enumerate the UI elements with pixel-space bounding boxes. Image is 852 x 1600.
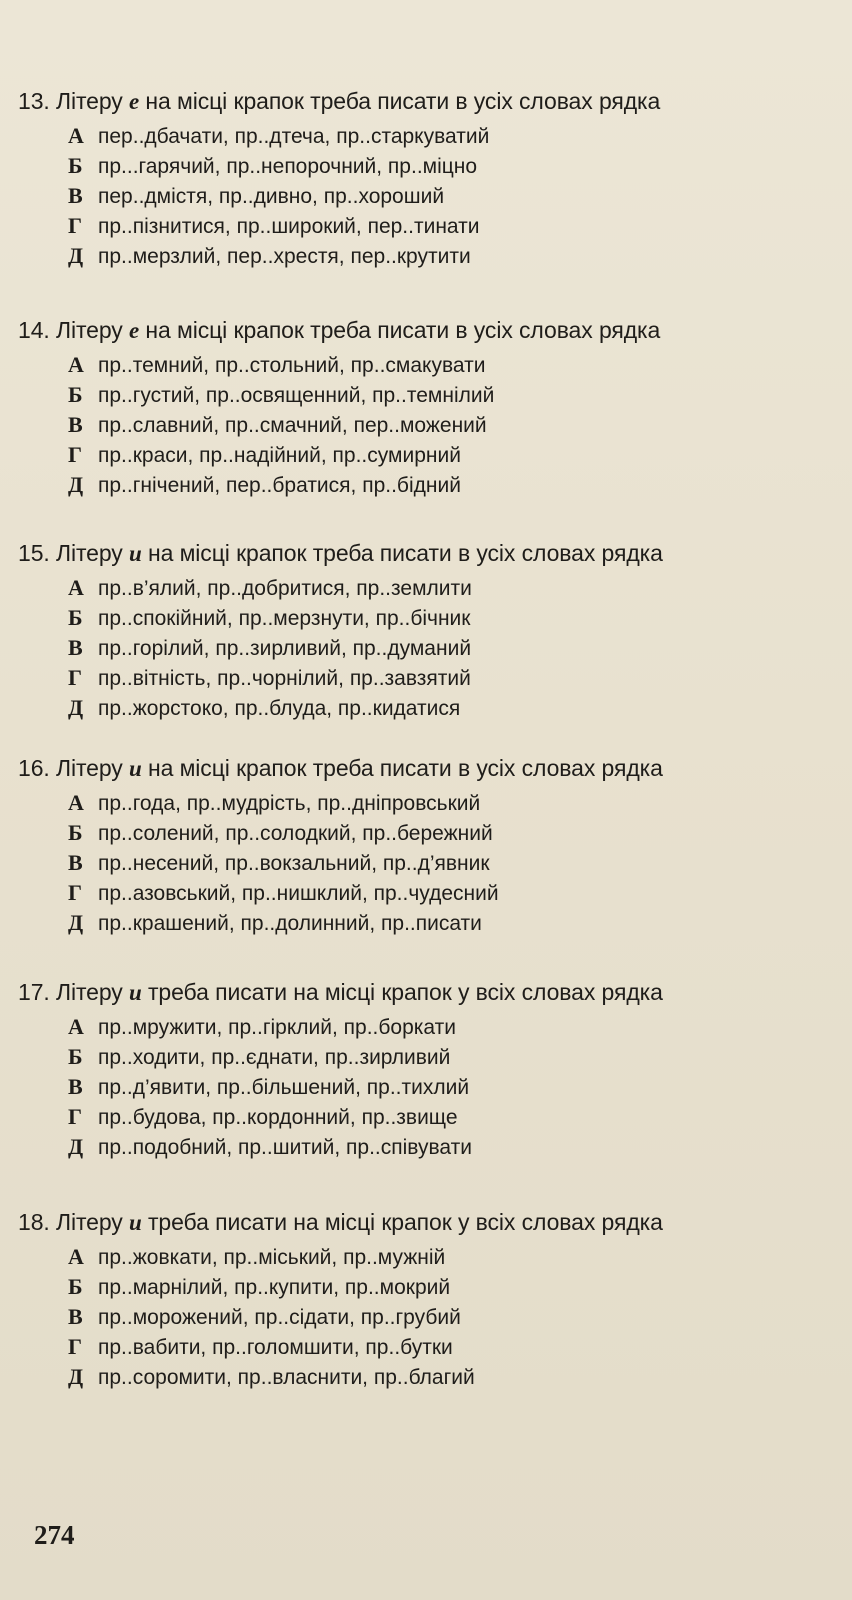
option-letter: В	[68, 412, 83, 437]
option-text: пр..мружити, пр..гірклий, пр..боркати	[98, 1016, 456, 1039]
question-16	[18, 753, 838, 938]
option-text: пр..марнілий, пр..купити, пр..мокрий	[98, 1276, 451, 1299]
option-text: пр..вабити, пр..голомшити, пр..бутки	[98, 1336, 453, 1359]
question-text-end: треба писати на місці крапок у всіх словах рядка	[148, 1209, 663, 1235]
answer-option-d	[68, 693, 838, 723]
answer-option-a	[68, 350, 838, 380]
option-text: пр..в’ялий, пр..добритися, пр..землити	[98, 577, 472, 600]
option-letter: В	[68, 183, 83, 208]
option-letter: Г	[68, 442, 82, 467]
option-text: пр..подобний, пр..шитий, пр..співувати	[98, 1136, 472, 1159]
question-text-end: на місці крапок треба писати в усіх словах рядка	[145, 317, 661, 343]
question-heading	[18, 315, 838, 346]
question-number: 16.	[18, 755, 50, 781]
answer-option-a	[68, 1012, 838, 1042]
option-text: пр..будова, пр..кордонний, пр..звище	[98, 1106, 458, 1129]
question-number: 15.	[18, 540, 50, 566]
option-letter: А	[68, 1014, 84, 1039]
question-18	[18, 1207, 838, 1392]
option-letter: Б	[68, 382, 83, 407]
option-letter: Д	[68, 695, 84, 720]
question-number: 17.	[18, 979, 50, 1005]
option-text: пр..года, пр..мудрість, пр..дніпровський	[98, 792, 481, 815]
option-letter: Г	[68, 1334, 82, 1359]
answer-option-g	[68, 440, 838, 470]
answer-option-d	[68, 908, 838, 938]
option-text: пр..горілий, пр..зирливий, пр..думаний	[98, 637, 472, 660]
answer-options	[68, 350, 838, 500]
answer-options	[68, 1012, 838, 1162]
option-letter: Д	[68, 243, 84, 268]
answer-options	[68, 788, 838, 938]
answer-option-b	[68, 1042, 838, 1072]
answer-option-d	[68, 241, 838, 271]
answer-option-v	[68, 848, 838, 878]
option-letter: Д	[68, 1134, 84, 1159]
option-text: пр...гарячий, пр..непорочний, пр..міцно	[98, 155, 478, 178]
question-number: 18.	[18, 1209, 50, 1235]
question-text-end: на місці крапок треба писати в усіх словах рядка	[148, 755, 663, 781]
option-letter: Г	[68, 213, 82, 238]
option-letter: Б	[68, 153, 83, 178]
target-letter: и	[129, 541, 142, 566]
option-text: пр..темний, пр..стольний, пр..смакувати	[98, 354, 486, 377]
target-letter: е	[129, 318, 140, 343]
option-letter: В	[68, 1074, 83, 1099]
answer-option-a	[68, 121, 838, 151]
question-text-start: Літеру	[55, 979, 123, 1005]
question-text-start: Літеру	[55, 317, 123, 343]
option-text: пр..густий, пр..освященний, пр..темнілий	[98, 384, 495, 407]
option-letter: Г	[68, 665, 82, 690]
option-text: пр..вітність, пр..чорнілий, пр..завзятий	[98, 667, 471, 690]
page-number: 274	[34, 1520, 75, 1550]
answer-option-b	[68, 151, 838, 181]
option-letter: Б	[68, 1044, 83, 1069]
answer-option-v	[68, 633, 838, 663]
question-text-end: на місці крапок треба писати в усіх словах рядка	[145, 88, 661, 114]
question-text-start: Літеру	[55, 540, 123, 566]
option-letter: Д	[68, 1364, 84, 1389]
question-14	[18, 315, 838, 500]
target-letter: и	[129, 1210, 142, 1235]
answer-options	[68, 1242, 838, 1392]
option-letter: В	[68, 635, 83, 660]
option-letter: А	[68, 575, 84, 600]
option-letter: Б	[68, 820, 83, 845]
option-text: пер..дбачати, пр..дтеча, пр..старкуватий	[98, 125, 490, 148]
question-number: 14.	[18, 317, 50, 343]
question-number: 13.	[18, 88, 50, 114]
answer-options	[68, 573, 838, 723]
option-text: пр..солений, пр..солодкий, пр..бережний	[98, 822, 493, 845]
option-letter: Д	[68, 472, 84, 497]
option-letter: Г	[68, 880, 82, 905]
option-letter: Б	[68, 1274, 83, 1299]
question-heading	[18, 753, 838, 784]
option-text: пр..соромити, пр..власнити, пр..благий	[98, 1366, 475, 1389]
option-text: пр..пізнитися, пр..широкий, пер..тинати	[98, 215, 480, 238]
option-letter: А	[68, 790, 84, 815]
option-text: пр..гнічений, пер..братися, пр..бідний	[98, 474, 461, 497]
answer-option-g	[68, 878, 838, 908]
question-heading	[18, 538, 838, 569]
answer-option-d	[68, 1362, 838, 1392]
option-text: пр..крашений, пр..долинний, пр..писати	[98, 912, 482, 935]
option-text: пр..ходити, пр..єднати, пр..зирливий	[98, 1046, 451, 1069]
option-text: пер..дмістя, пр..дивно, пр..хороший	[98, 185, 445, 208]
answer-option-a	[68, 1242, 838, 1272]
question-17	[18, 977, 838, 1162]
option-letter: Б	[68, 605, 83, 630]
option-text: пр..мерзлий, пер..хрестя, пер..крутити	[98, 245, 471, 268]
answer-options	[68, 121, 838, 271]
answer-option-v	[68, 181, 838, 211]
answer-option-b	[68, 380, 838, 410]
question-text-end: треба писати на місці крапок у всіх словах рядка	[148, 979, 663, 1005]
option-text: пр..д’явити, пр..більшений, пр..тихлий	[98, 1076, 470, 1099]
option-text: пр..славний, пр..смачний, пер..можений	[98, 414, 487, 437]
answer-option-v	[68, 1072, 838, 1102]
answer-option-v	[68, 1302, 838, 1332]
option-text: пр..морожений, пр..сідати, пр..грубий	[98, 1306, 461, 1329]
answer-option-d	[68, 1132, 838, 1162]
option-text: пр..краси, пр..надійний, пр..сумирний	[98, 444, 461, 467]
option-letter: Д	[68, 910, 84, 935]
answer-option-g	[68, 211, 838, 241]
question-heading	[18, 1207, 838, 1238]
option-letter: А	[68, 1244, 84, 1269]
option-text: пр..жовкати, пр..міський, пр..мужній	[98, 1246, 446, 1269]
answer-option-b	[68, 1272, 838, 1302]
option-text: пр..спокійний, пр..мерзнути, пр..бічник	[98, 607, 471, 630]
question-13	[18, 86, 838, 271]
answer-option-b	[68, 603, 838, 633]
answer-option-d	[68, 470, 838, 500]
answer-option-g	[68, 1332, 838, 1362]
question-heading	[18, 86, 838, 117]
target-letter: е	[129, 89, 140, 114]
option-letter: Г	[68, 1104, 82, 1129]
answer-option-a	[68, 788, 838, 818]
question-15	[18, 538, 838, 723]
question-text-start: Літеру	[55, 88, 123, 114]
answer-option-a	[68, 573, 838, 603]
option-letter: А	[68, 123, 84, 148]
question-text-start: Літеру	[55, 1209, 123, 1235]
option-letter: В	[68, 1304, 83, 1329]
answer-option-b	[68, 818, 838, 848]
option-text: пр..жорстоко, пр..блуда, пр..кидатися	[98, 697, 461, 720]
option-letter: А	[68, 352, 84, 377]
answer-option-v	[68, 410, 838, 440]
option-text: пр..несений, пр..вокзальний, пр..д’явник	[98, 852, 490, 875]
target-letter: и	[129, 756, 142, 781]
option-letter: В	[68, 850, 83, 875]
answer-option-g	[68, 663, 838, 693]
option-text: пр..азовський, пр..нишклий, пр..чудесний	[98, 882, 499, 905]
answer-option-g	[68, 1102, 838, 1132]
question-heading	[18, 977, 838, 1008]
target-letter: и	[129, 980, 142, 1005]
question-text-end: на місці крапок треба писати в усіх словах рядка	[148, 540, 663, 566]
question-text-start: Літеру	[55, 755, 123, 781]
